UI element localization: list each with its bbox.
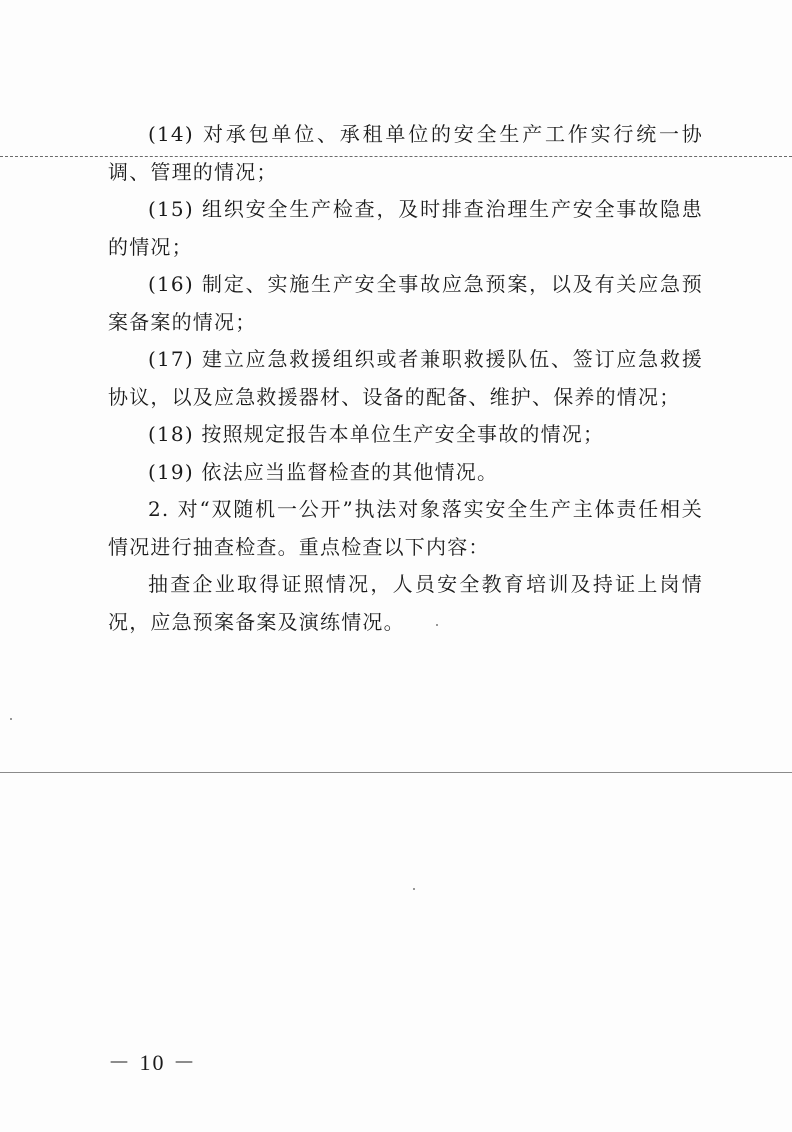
scan-artifact-line-middle <box>0 772 792 773</box>
paragraph-section-2: 2. 对“双随机一公开”执法对象落实安全生产主体责任相关情况进行抽查检查。重点检查以下内容： <box>108 497 703 559</box>
scan-artifact-dot <box>413 888 415 890</box>
paragraph-item-18: (18) 按照规定报告本单位生产安全事故的情况； <box>148 422 605 446</box>
paragraph-item-17: (17) 建立应急救援组织或者兼职救援队伍、签订应急救援协议，以及应急救援器材、设备的配备、维护、保养的情况； <box>108 347 703 409</box>
paragraph-item-14: (14) 对承包单位、承租单位的安全生产工作实行统一协调、管理的情况； <box>108 122 703 184</box>
paragraph-item-16: (16) 制定、实施生产安全事故应急预案，以及有关应急预案备案的情况； <box>108 272 703 334</box>
paragraph-item-19: (19) 依法应当监督检查的其他情况。 <box>148 459 499 484</box>
paragraph-spot-check: 抽查企业取得证照情况，人员安全教育培训及持证上岗情况，应急预案备案及演练情况。 <box>108 572 703 634</box>
body-text <box>108 116 703 641</box>
page-number: － 10 － <box>108 1050 198 1075</box>
paragraph-item-15: (15) 组织安全生产检查，及时排查治理生产安全事故隐患的情况； <box>108 197 703 259</box>
scan-artifact-dot <box>10 718 12 720</box>
